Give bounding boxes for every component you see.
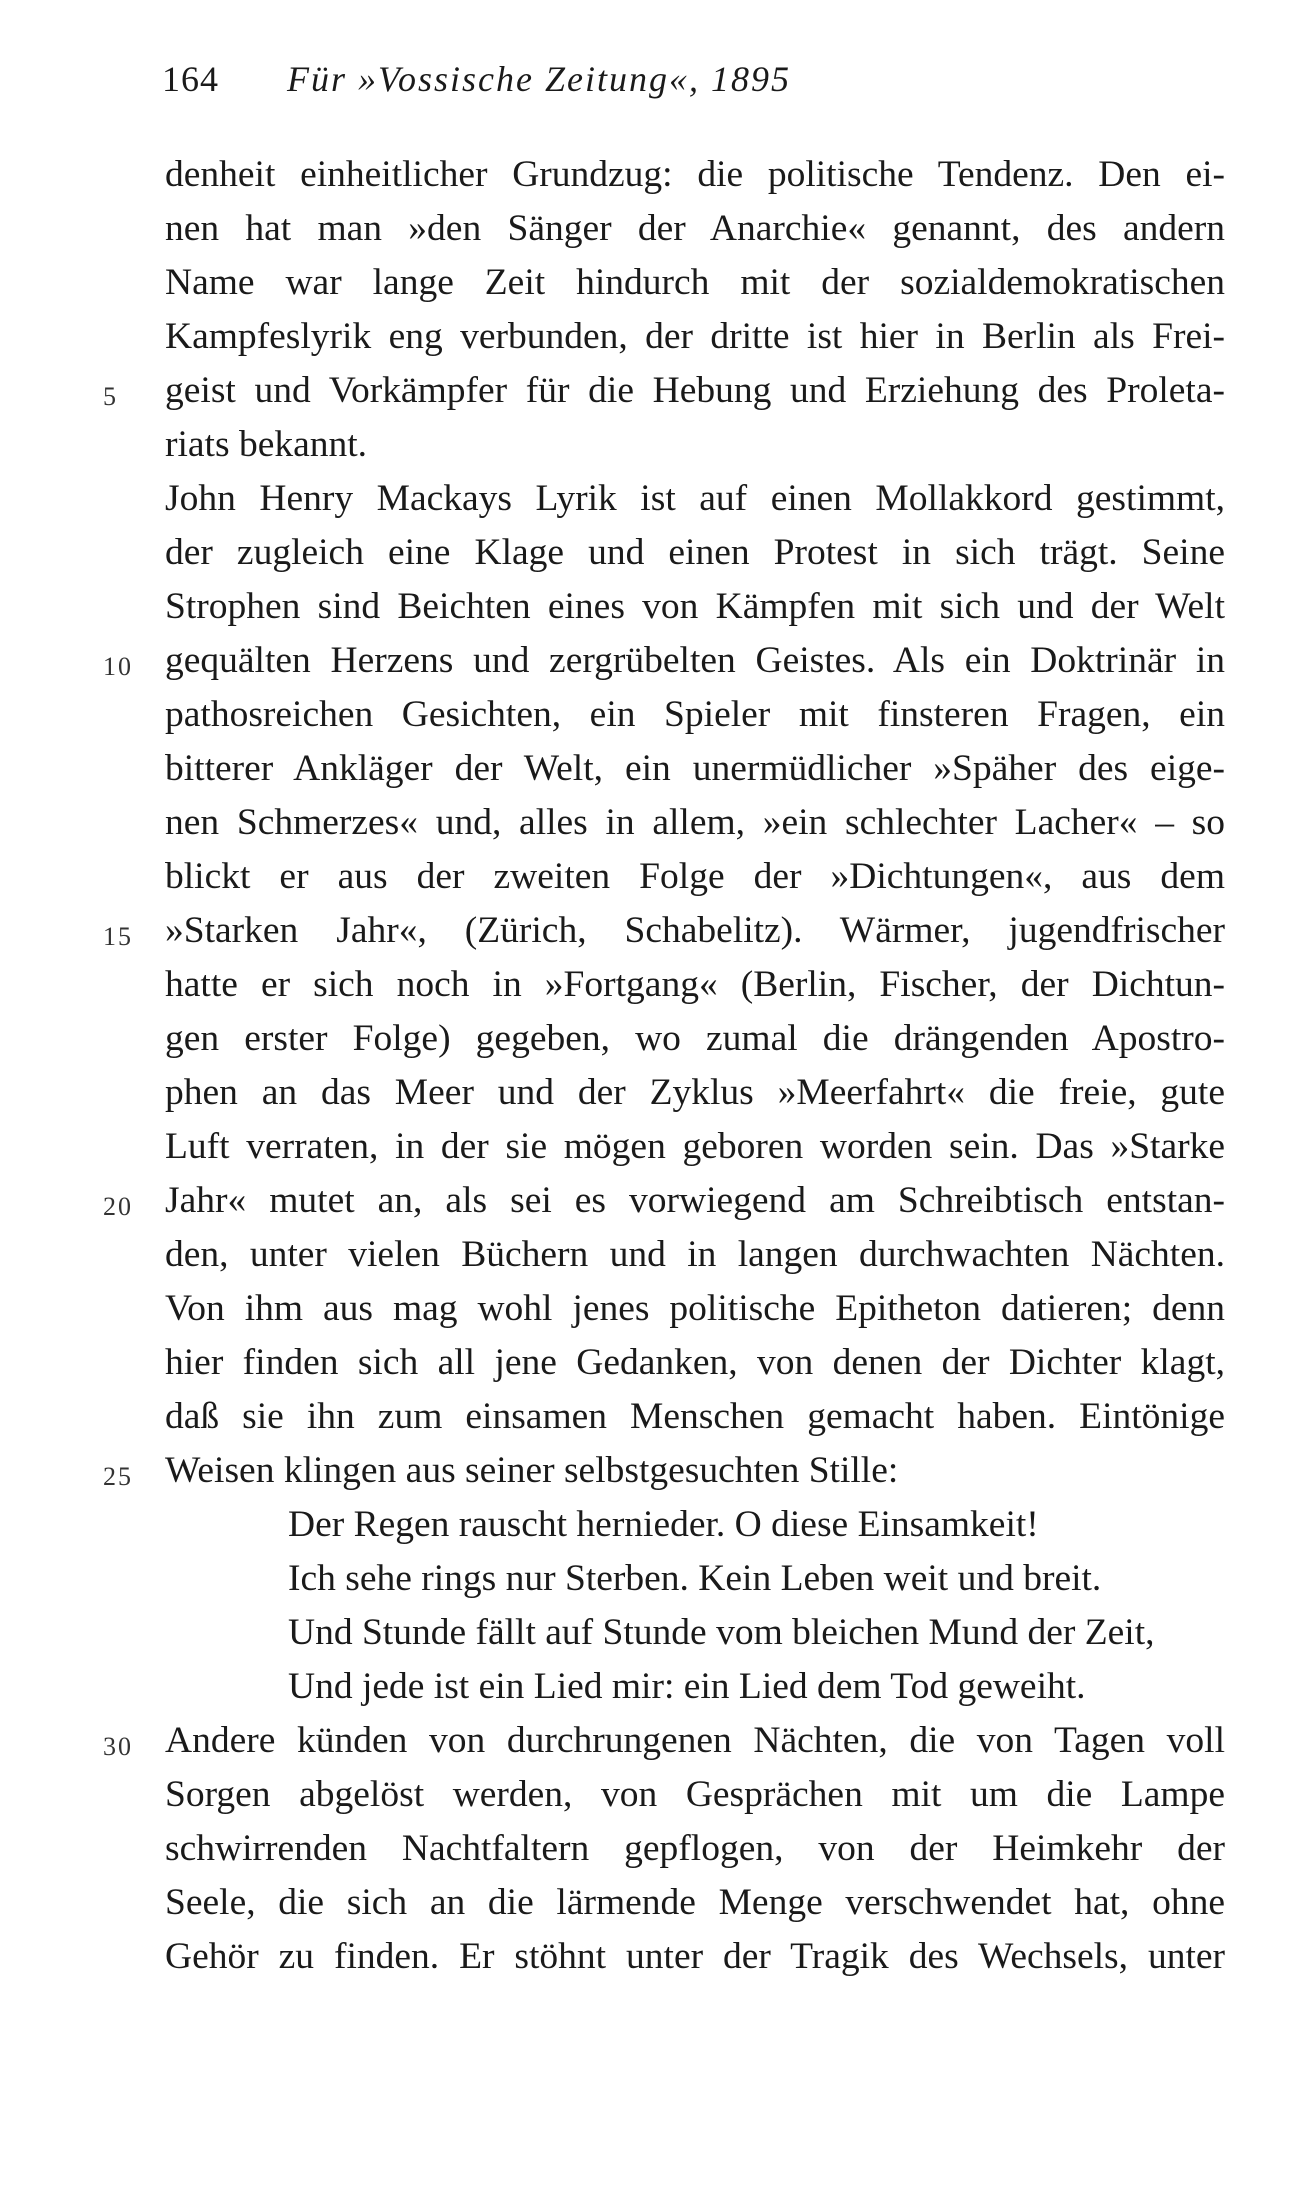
- text-line: denheit einheitlicher Grundzug: die politische Tendenz. Den ei-: [165, 154, 1225, 195]
- text-line: pathosreichen Gesichten, ein Spieler mit finsteren Fragen, ein: [165, 694, 1225, 735]
- text-line-5: [103, 364, 1225, 418]
- text-line: nen Schmerzes« und, alles in allem, »ein schlechter Lacher« – so: [165, 802, 1225, 843]
- verse-line: Der Regen rauscht hernieder. O diese Einsamkeit!: [288, 1504, 1039, 1545]
- text-line-content: gequälten Herzens und zergrübelten Geistes. Als ein Doktrinär in: [165, 640, 1225, 681]
- text-line-15: [103, 904, 1225, 958]
- text-line: den, unter vielen Büchern und in langen durchwachten Nächten.: [165, 1234, 1225, 1275]
- text-line: Sorgen abgelöst werden, von Gesprächen mit um die Lampe: [165, 1774, 1225, 1815]
- line-number: 5: [103, 382, 118, 411]
- text-line: Kampfeslyrik eng verbunden, der dritte ist hier in Berlin als Frei-: [165, 316, 1225, 357]
- text-line-20: [103, 1174, 1225, 1228]
- text-line: riats bekannt.: [165, 424, 368, 465]
- text-line: daß sie ihn zum einsamen Menschen gemacht haben. Eintönige: [165, 1396, 1225, 1437]
- text-line: Von ihm aus mag wohl jenes politische Epitheton datieren; denn: [165, 1288, 1225, 1329]
- line-number: 15: [103, 922, 133, 951]
- text-line: der zugleich eine Klage und einen Protest in sich trägt. Seine: [165, 532, 1225, 573]
- text-line: hatte er sich noch in »Fortgang« (Berlin, Fischer, der Dichtun-: [165, 964, 1225, 1005]
- body-text-block-1: [103, 148, 1225, 1498]
- text-line: hier finden sich all jene Gedanken, von denen der Dichter klagt,: [165, 1342, 1225, 1383]
- page-number: 164: [162, 59, 219, 99]
- text-line-25: [103, 1444, 1225, 1498]
- text-line: Seele, die sich an die lärmende Menge verschwendet hat, ohne: [165, 1882, 1225, 1923]
- text-line: phen an das Meer und der Zyklus »Meerfahrt« die freie, gute: [165, 1072, 1225, 1113]
- text-line-30: [103, 1714, 1225, 1768]
- text-line: gen erster Folge) gegeben, wo zumal die drängenden Apostro-: [165, 1018, 1225, 1059]
- text-line: Strophen sind Beichten eines von Kämpfen mit sich und der Welt: [165, 586, 1225, 627]
- text-line: bitterer Ankläger der Welt, ein unermüdlicher »Späher des eige-: [165, 748, 1225, 789]
- running-title: Für »Vossische Zeitung«, 1895: [287, 59, 791, 99]
- verse-line: Und jede ist ein Lied mir: ein Lied dem Tod geweiht.: [288, 1666, 1086, 1707]
- line-number: 30: [103, 1732, 133, 1761]
- text-line: Name war lange Zeit hindurch mit der sozialdemokratischen: [165, 262, 1225, 303]
- line-number: 10: [103, 652, 133, 681]
- text-line-content: geist und Vorkämpfer für die Hebung und Erziehung des Proleta-: [165, 370, 1225, 411]
- line-number: 25: [103, 1462, 133, 1491]
- line-number: 20: [103, 1192, 133, 1221]
- verse-line: Und Stunde fällt auf Stunde vom bleichen Mund der Zeit,: [288, 1612, 1155, 1653]
- text-line: nen hat man »den Sänger der Anarchie« genannt, des andern: [165, 208, 1225, 249]
- text-line: Luft verraten, in der sie mögen geboren worden sein. Das »Starke: [165, 1126, 1225, 1167]
- text-line: Gehör zu finden. Er stöhnt unter der Tragik des Wechsels, unter: [165, 1936, 1225, 1977]
- verse-quotation: [288, 1498, 1155, 1714]
- body-text-block-2: [103, 1714, 1225, 1984]
- text-line-content: »Starken Jahr«, (Zürich, Schabelitz). Wärmer, jugendfrischer: [165, 910, 1225, 951]
- text-line-content: Jahr« mutet an, als sei es vorwiegend am Schreibtisch entstan-: [165, 1180, 1225, 1221]
- text-line: blickt er aus der zweiten Folge der »Dichtungen«, aus dem: [165, 856, 1225, 897]
- text-line: John Henry Mackays Lyrik ist auf einen Mollakkord gestimmt,: [165, 478, 1225, 519]
- text-line-10: [103, 634, 1225, 688]
- verse-line: Ich sehe rings nur Sterben. Kein Leben weit und breit.: [288, 1558, 1102, 1599]
- running-head: [162, 58, 791, 100]
- text-line: schwirrenden Nachtfaltern gepflogen, von der Heimkehr der: [165, 1828, 1225, 1869]
- text-line-content: Andere künden von durchrungenen Nächten, die von Tagen voll: [165, 1720, 1225, 1761]
- text-line-content: Weisen klingen aus seiner selbstgesuchten Stille:: [165, 1450, 899, 1491]
